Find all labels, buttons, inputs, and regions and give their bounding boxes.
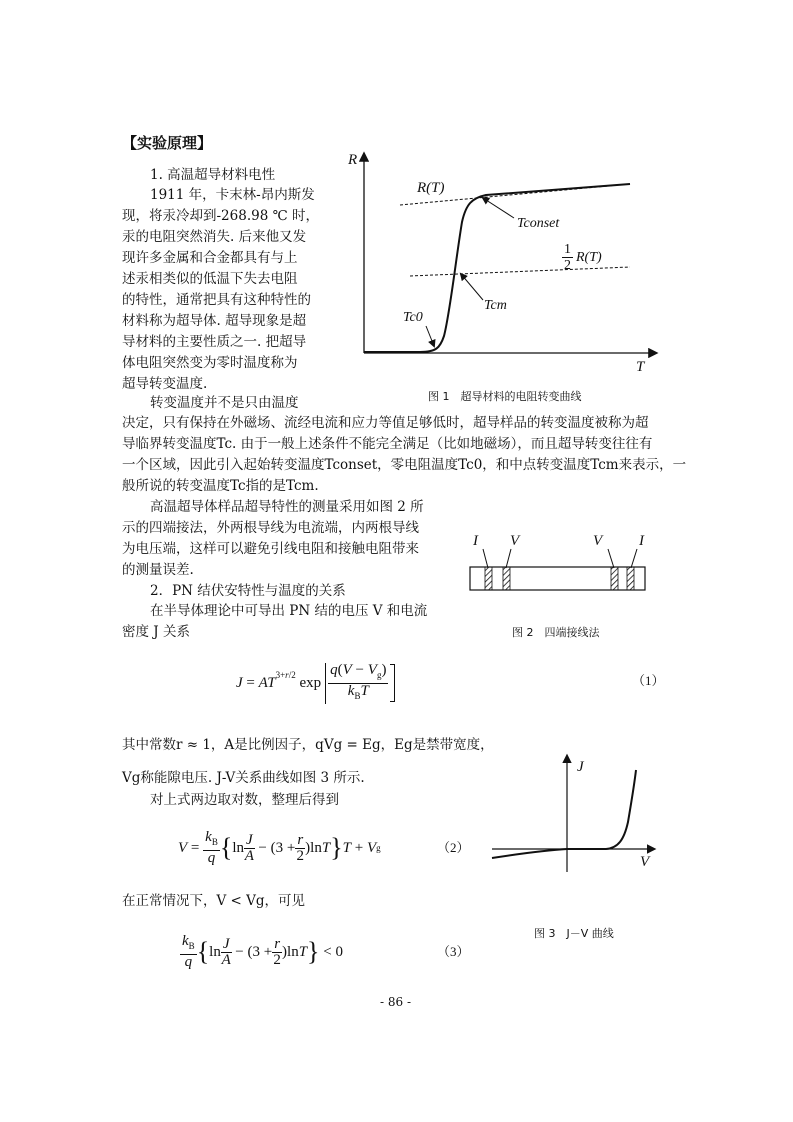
fig1-zero-arrow [426, 326, 434, 346]
fig3-axis-label-j: J [577, 759, 584, 775]
body-line: 般所说的转变温度Tc指的是Tcm. [122, 478, 319, 494]
fig2-contact [485, 567, 492, 590]
fig2-wire [631, 549, 637, 568]
fig2-sample-bar [470, 567, 645, 590]
body-line: 导材料的主要性质之一. 把超导 [122, 334, 307, 350]
fig2-contact [627, 567, 634, 590]
body-line: Vg称能隙电压. J-V关系曲线如图 3 所示. [122, 770, 365, 786]
fig2-wire [483, 549, 488, 568]
body-line: 导临界转变温度Tc. 由于一般上述条件不能完全满足（比如地磁场），而且超导转变往往有 [122, 436, 653, 452]
fig1-onset-arrow [483, 198, 514, 218]
fig2-wire [506, 549, 511, 568]
fig1-label-m: Tcm [484, 298, 507, 313]
fig1-axis-label-r: R [348, 152, 358, 168]
subsection-title-2: 2．PN 结伏安特性与温度的关系 [150, 583, 346, 599]
body-line: 汞的电阻突然消失. 后来他又发 [122, 229, 307, 245]
fig2-label-i: I [473, 533, 478, 549]
fig1-mid-arrow [461, 274, 483, 300]
fig1-label-0: Tc0 [403, 310, 423, 325]
figure-3-jv-curve [488, 752, 663, 874]
fig1-half-fn: R(T) [576, 249, 602, 265]
body-line: 其中常数r ≈ 1，A是比例因子，qVg = Eg，Eg是禁带宽度， [122, 737, 494, 753]
body-line: 材料称为超导体. 超导现象是超 [122, 313, 307, 329]
figure-2-four-terminal [465, 545, 650, 595]
equation-1-number: （1） [632, 673, 665, 688]
equation-3-number: （3） [437, 944, 470, 959]
fig2-contact [611, 567, 618, 590]
fig1-label-half [562, 242, 602, 273]
body-line: 一个区域，因此引入起始转变温度Tconset，零电阻温度Tc0，和中点转变温度Tcm来表示，一 [122, 457, 687, 473]
equation-3: $\frac{k_B}{q}$ { ln $\frac{J}{A}$ − (3 + $\frac{r}{2}$ )ln T } < 0 [182, 933, 343, 970]
body-line: 体电阻突然变为零时温度称为 [122, 355, 298, 371]
body-line: 决定，只有保持在外磁场、流经电流和应力等值足够低时，超导样品的转变温度被称为超 [122, 415, 649, 431]
fig2-label-v: V [510, 533, 520, 549]
body-line: 示的四端接法，外两根导线为电流端，内两根导线 [122, 520, 419, 536]
fig1-label-onset: Tconset [517, 216, 560, 231]
fig2-label-v: V [593, 533, 603, 549]
fig3-curve [492, 770, 636, 858]
body-line: 对上式两边取对数，整理后得到 [150, 792, 339, 808]
fig2-caption: 图 2 四端接线法 [512, 626, 600, 639]
equation-2: V = $\frac{k_B}{q}$ { ln $\frac{J}{A}$ − (3 + $\frac{r}{2}$ )ln T } T + V g [178, 829, 381, 866]
fig2-wire [608, 549, 614, 568]
body-line: 现，将汞冷却到-268.98 ℃ 时， [122, 208, 319, 224]
fig1-half-fraction [562, 242, 573, 273]
body-line: 的测量误差. [122, 562, 194, 578]
body-line: 超导转变温度. [122, 376, 208, 392]
fig3-axis-label-v: V [640, 854, 650, 870]
body-line: 述汞相类似的低温下失去电阻 [122, 271, 298, 287]
body-line: 转变温度并不是只由温度 [150, 395, 299, 411]
figure-1-resistance-curve [340, 148, 665, 378]
body-line: 的特性，通常把具有这种特性的 [122, 292, 311, 308]
fig1-label-rt: R(T) [417, 180, 445, 196]
body-line: 1911 年，卡末林-昂内斯发 [150, 187, 315, 203]
subsection-title-1: 1. 高温超导材料电性 [150, 167, 276, 183]
body-line: 密度 J 关系 [122, 624, 190, 640]
body-line: 在正常情况下，V < Vg，可见 [122, 893, 306, 909]
body-line: 在半导体理论中可导出 PN 结的电压 V 和电流 [150, 603, 428, 619]
page-number: - 86 - [380, 995, 412, 1009]
fig1-half-num: 1 [564, 242, 571, 257]
equation-1: J = AT $^{3+r /2}$ exp $\frac{q(V - V_g)}{k_BT}$ [236, 663, 395, 703]
fig1-caption: 图 1 超导材料的电阻转变曲线 [428, 390, 582, 403]
section-heading: 【实验原理】 [122, 134, 213, 152]
fig2-contact [503, 567, 510, 590]
fig1-axis-label-t: T [636, 359, 645, 375]
equation-2-number: （2） [437, 840, 470, 855]
body-line: 为电压端，这样可以避免引线电阻和接触电阻带来 [122, 541, 419, 557]
fig1-half-den: 2 [564, 258, 571, 273]
body-line: 高温超导体样品超导特性的测量采用如图 2 所 [150, 499, 424, 515]
fig3-caption: 图 3 J－V 曲线 [534, 927, 614, 940]
fig2-label-i: I [639, 533, 644, 549]
body-line: 现许多金属和合金都具有与上 [122, 250, 298, 266]
